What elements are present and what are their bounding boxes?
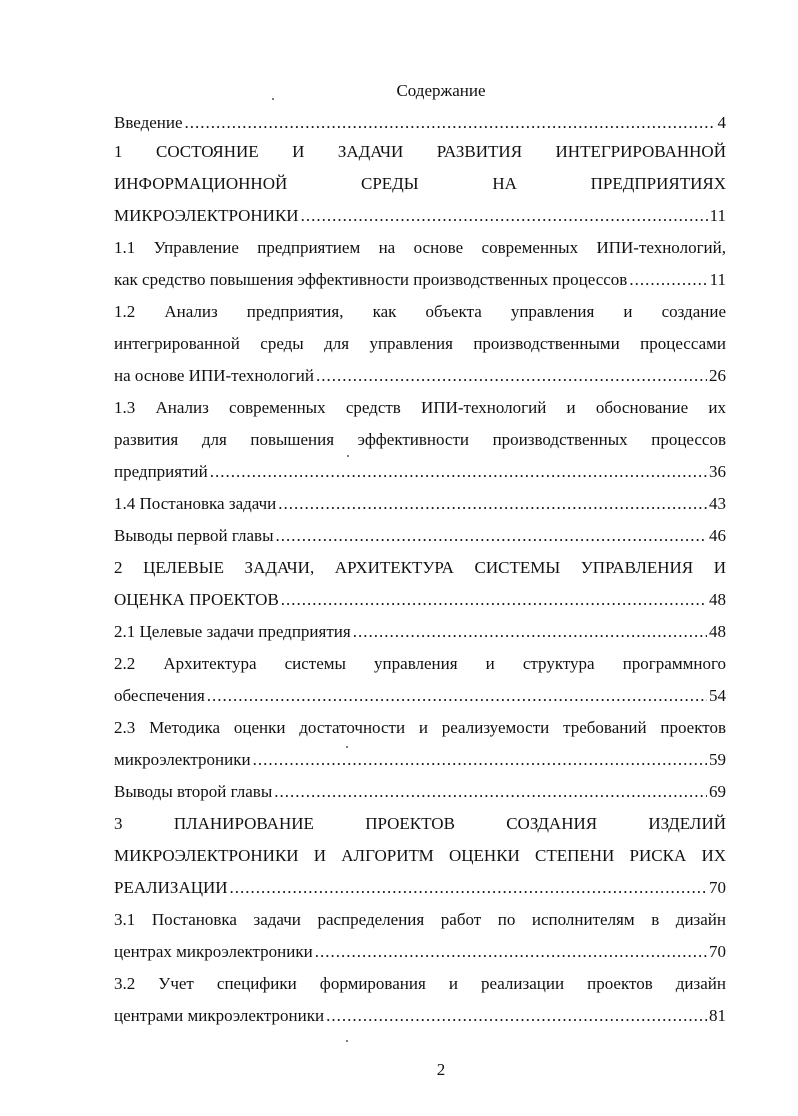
toc-entry	[114, 136, 726, 232]
toc-entry	[114, 968, 726, 1032]
toc-entry	[114, 488, 726, 520]
scan-speck	[272, 98, 274, 100]
toc-entry-last-line	[114, 456, 726, 488]
toc-entry-title: МИКРОЭЛЕКТРОНИКИ	[114, 206, 299, 225]
dot-leader	[315, 936, 707, 968]
toc-entry-last-line	[114, 1000, 726, 1032]
toc-entry-last-line	[114, 584, 726, 616]
toc-entry-line: 1.2 Анализ предприятия, как объекта управления и создание	[114, 302, 726, 321]
toc-entry	[114, 616, 726, 648]
toc-entry-last-line	[114, 520, 726, 552]
toc-entry-title: на основе ИПИ-технологий	[114, 366, 314, 385]
toc-entry-page: 54	[709, 686, 726, 705]
toc-entry-last-line	[114, 200, 726, 232]
toc-title: Содержание	[396, 81, 486, 100]
toc-entry-page: 36	[709, 462, 726, 481]
dot-leader	[281, 584, 707, 616]
toc-entry-page: 46	[709, 526, 726, 545]
toc-entry-title: Выводы второй главы	[114, 782, 273, 801]
toc-entry-title: Выводы первой главы	[114, 526, 274, 545]
toc-entry-title: 2.1 Целевые задачи предприятия	[114, 622, 351, 641]
toc-entry-line: МИКРОЭЛЕКТРОНИКИ И АЛГОРИТМ ОЦЕНКИ СТЕПЕНИ РИСКА ИХ	[114, 846, 726, 865]
toc-entry-page: 11	[709, 270, 726, 289]
dot-leader	[326, 1000, 707, 1032]
toc-entry	[114, 808, 726, 904]
dot-leader	[230, 872, 707, 904]
toc-entry-line: ИНФОРМАЦИОННОЙ СРЕДЫ НА ПРЕДПРИЯТИЯХ	[114, 174, 726, 193]
toc-entry-line: 3.2 Учет специфики формирования и реализации проектов дизайн	[114, 974, 726, 993]
dot-leader	[278, 488, 707, 520]
toc-entry-title: РЕАЛИЗАЦИИ	[114, 878, 228, 897]
page-number: 2	[436, 1060, 446, 1079]
toc-entry-line: развития для повышения эффективности производственных процессов	[114, 430, 726, 449]
toc-entry-line: 1.1 Управление предприятием на основе современных ИПИ-технологий,	[114, 238, 726, 257]
toc-entry-line: 2.3 Методика оценки достаточности и реализуемости требований проектов	[114, 718, 726, 737]
toc-entry-last-line	[114, 360, 726, 392]
toc-entry	[114, 552, 726, 616]
toc-entry-page: 48	[709, 622, 726, 641]
dot-leader	[629, 264, 707, 296]
scan-speck	[346, 746, 348, 748]
dot-leader	[210, 456, 707, 488]
toc-entry-last-line	[114, 776, 726, 808]
toc-entry-last-line	[114, 616, 726, 648]
toc-entry-line: 1.3 Анализ современных средств ИПИ-технологий и обоснование их	[114, 398, 726, 417]
toc-entry-last-line	[114, 110, 726, 136]
toc-entry-page: 59	[709, 750, 726, 769]
toc-entry-line: 3 ПЛАНИРОВАНИЕ ПРОЕКТОВ СОЗДАНИЯ ИЗДЕЛИЙ	[114, 814, 726, 833]
toc-entry-last-line	[114, 264, 726, 296]
toc-entry	[114, 648, 726, 712]
dot-leader	[207, 680, 707, 712]
toc-entry-last-line	[114, 872, 726, 904]
toc-entry-last-line	[114, 680, 726, 712]
toc-entry-page: 81	[709, 1006, 726, 1025]
dot-leader	[353, 616, 707, 648]
toc-entry-title: обеспечения	[114, 686, 205, 705]
table-of-contents	[114, 110, 726, 1032]
toc-entry-last-line	[114, 744, 726, 776]
toc-entry-page: 69	[709, 782, 726, 801]
toc-entry-line: 2 ЦЕЛЕВЫЕ ЗАДАЧИ, АРХИТЕКТУРА СИСТЕМЫ УПРАВЛЕНИЯ И	[114, 558, 726, 577]
toc-entry	[114, 392, 726, 488]
toc-entry-title: центрах микроэлектроники	[114, 942, 313, 961]
toc-entry-page: 70	[709, 878, 726, 897]
dot-leader	[301, 200, 708, 232]
toc-entry-title: ОЦЕНКА ПРОЕКТОВ	[114, 590, 279, 609]
toc-entry	[114, 776, 726, 808]
toc-entry-last-line	[114, 488, 726, 520]
toc-entry-last-line	[114, 936, 726, 968]
toc-entry	[114, 110, 726, 136]
toc-entry-page: 4	[717, 113, 726, 132]
toc-entry-page: 70	[709, 942, 726, 961]
toc-entry-title: как средство повышения эффективности производственных процессов	[114, 270, 628, 289]
toc-entry-page: 11	[709, 206, 726, 225]
toc-entry	[114, 904, 726, 968]
toc-entry-page: 43	[709, 494, 726, 513]
dot-leader	[185, 110, 716, 136]
toc-entry-title: предприятий	[114, 462, 208, 481]
toc-entry	[114, 712, 726, 776]
toc-entry-title: Введение	[114, 113, 183, 132]
scan-speck	[346, 1040, 348, 1042]
dot-leader	[253, 744, 707, 776]
toc-entry-page: 26	[709, 366, 726, 385]
dot-leader	[316, 360, 707, 392]
scan-speck	[347, 455, 349, 457]
toc-entry-title: центрами микроэлектроники	[114, 1006, 325, 1025]
toc-entry-line: 3.1 Постановка задачи распределения работ по исполнителям в дизайн	[114, 910, 726, 929]
toc-entry-line: 2.2 Архитектура системы управления и структура программного	[114, 654, 726, 673]
dot-leader	[276, 520, 708, 552]
toc-entry	[114, 296, 726, 392]
toc-entry-title: 1.4 Постановка задачи	[114, 494, 277, 513]
toc-entry-line: интегрированной среды для управления производственными процессами	[114, 334, 726, 353]
toc-entry-page: 48	[709, 590, 726, 609]
toc-entry	[114, 232, 726, 296]
dot-leader	[274, 776, 707, 808]
toc-entry	[114, 520, 726, 552]
toc-entry-line: 1 СОСТОЯНИЕ И ЗАДАЧИ РАЗВИТИЯ ИНТЕГРИРОВАННОЙ	[114, 142, 726, 161]
toc-entry-title: микроэлектроники	[114, 750, 251, 769]
